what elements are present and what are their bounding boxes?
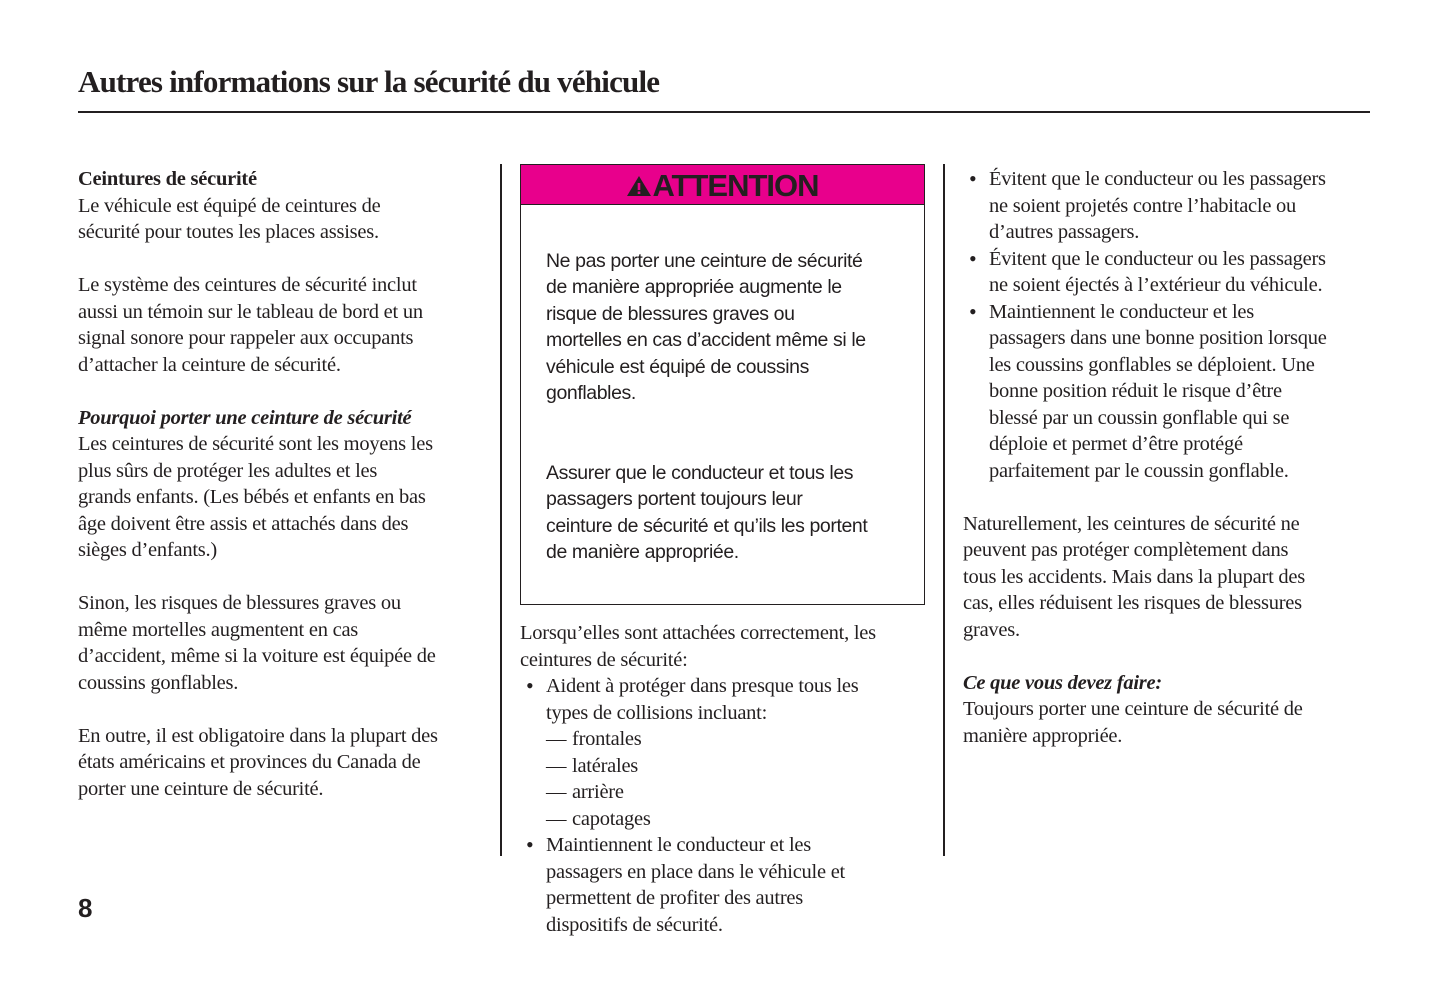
paragraph: En outre, il est obligatoire dans la plupart des états américains et provinces du Canada de porter une ceinture de sécurité. (78, 724, 438, 800)
page-number: 8 (78, 893, 93, 923)
column-3 (963, 166, 1403, 776)
page-title: Autres informations sur la sécurité du véhicule (78, 64, 660, 99)
warning-label: ATTENTION (652, 168, 819, 203)
paragraph: Le véhicule est équipé de ceintures de sécurité pour toutes les places assises. (78, 194, 381, 243)
column-divider (943, 164, 945, 856)
warning-triangle-icon (626, 175, 652, 197)
dash-item: — frontales (520, 726, 927, 753)
dash-item: — arrière (520, 779, 927, 806)
column-1 (78, 166, 493, 829)
column-divider (500, 164, 502, 856)
bullet-item: • Évitent que le conducteur ou les passagers ne soient éjectés à l’extérieur du véhicule. (963, 246, 1403, 299)
subheading: Pourquoi porter une ceinture de sécurité (78, 406, 412, 429)
warning-body (521, 205, 924, 604)
subheading: Ce que vous devez faire: (963, 671, 1162, 694)
bullet-item: • Évitent que le conducteur ou les passagers ne soient projetés contre l’habitacle ou d’autres passagers. (963, 166, 1403, 246)
paragraph: Lorsqu’elles sont attachées correctement, les ceintures de sécurité: (520, 622, 876, 671)
paragraph: Toujours porter une ceinture de sécurité de manière appropriée. (963, 698, 1303, 747)
section-heading: Ceintures de sécurité (78, 168, 257, 190)
column-2-text (520, 620, 927, 938)
warning-paragraph: Ne pas porter une ceinture de sécurité de manière appropriée augmente le risque de blessures graves ou mortelles en cas d’accident même si le véhicule est équipé de coussins gonflables. (546, 249, 866, 404)
warning-box (520, 164, 925, 605)
bullet-item: • Maintiennent le conducteur et les passagers en place dans le véhicule et permettent de profiter des autres dispositifs de sécurité. (520, 832, 927, 938)
bullet-item: • Aident à protéger dans presque tous les types de collisions incluant: (520, 673, 927, 726)
paragraph: Naturellement, les ceintures de sécurité ne peuvent pas protéger complètement dans tous les accidents. Mais dans la plupart des cas, elles réduisent les risques de blessures graves. (963, 512, 1305, 641)
title-rule (78, 111, 1370, 113)
paragraph: Sinon, les risques de blessures graves ou même mortelles augmentent en cas d’accident, même si la voiture est équipée de coussins gonflables. (78, 592, 436, 694)
dash-item: — capotages (520, 806, 927, 833)
paragraph: Les ceintures de sécurité sont les moyens les plus sûrs de protéger les adultes et les grands enfants. (Les bébés et enfants en bas âge doivent être assis et attachés dans des sièges d’enfants.) (78, 433, 433, 561)
column-2 (520, 164, 927, 938)
bullet-item: • Maintiennent le conducteur et les passagers dans une bonne position lorsque les coussins gonflables se déploient. Une bonne position réduit le risque d’être blessé par un coussin gonflable qui se déploie et permet d’être protégé parfaitement par le coussin gonflable. (963, 299, 1403, 485)
dash-item: — latérales (520, 753, 927, 780)
warning-header (521, 165, 924, 205)
warning-paragraph: Assurer que le conducteur et tous les passagers portent toujours leur ceinture de sécurité et qu’ils les portent de manière appropriée. (546, 461, 868, 563)
paragraph: Le système des ceintures de sécurité inclut aussi un témoin sur le tableau de bord et un signal sonore pour rappeler aux occupants d’attacher la ceinture de sécurité. (78, 274, 423, 376)
